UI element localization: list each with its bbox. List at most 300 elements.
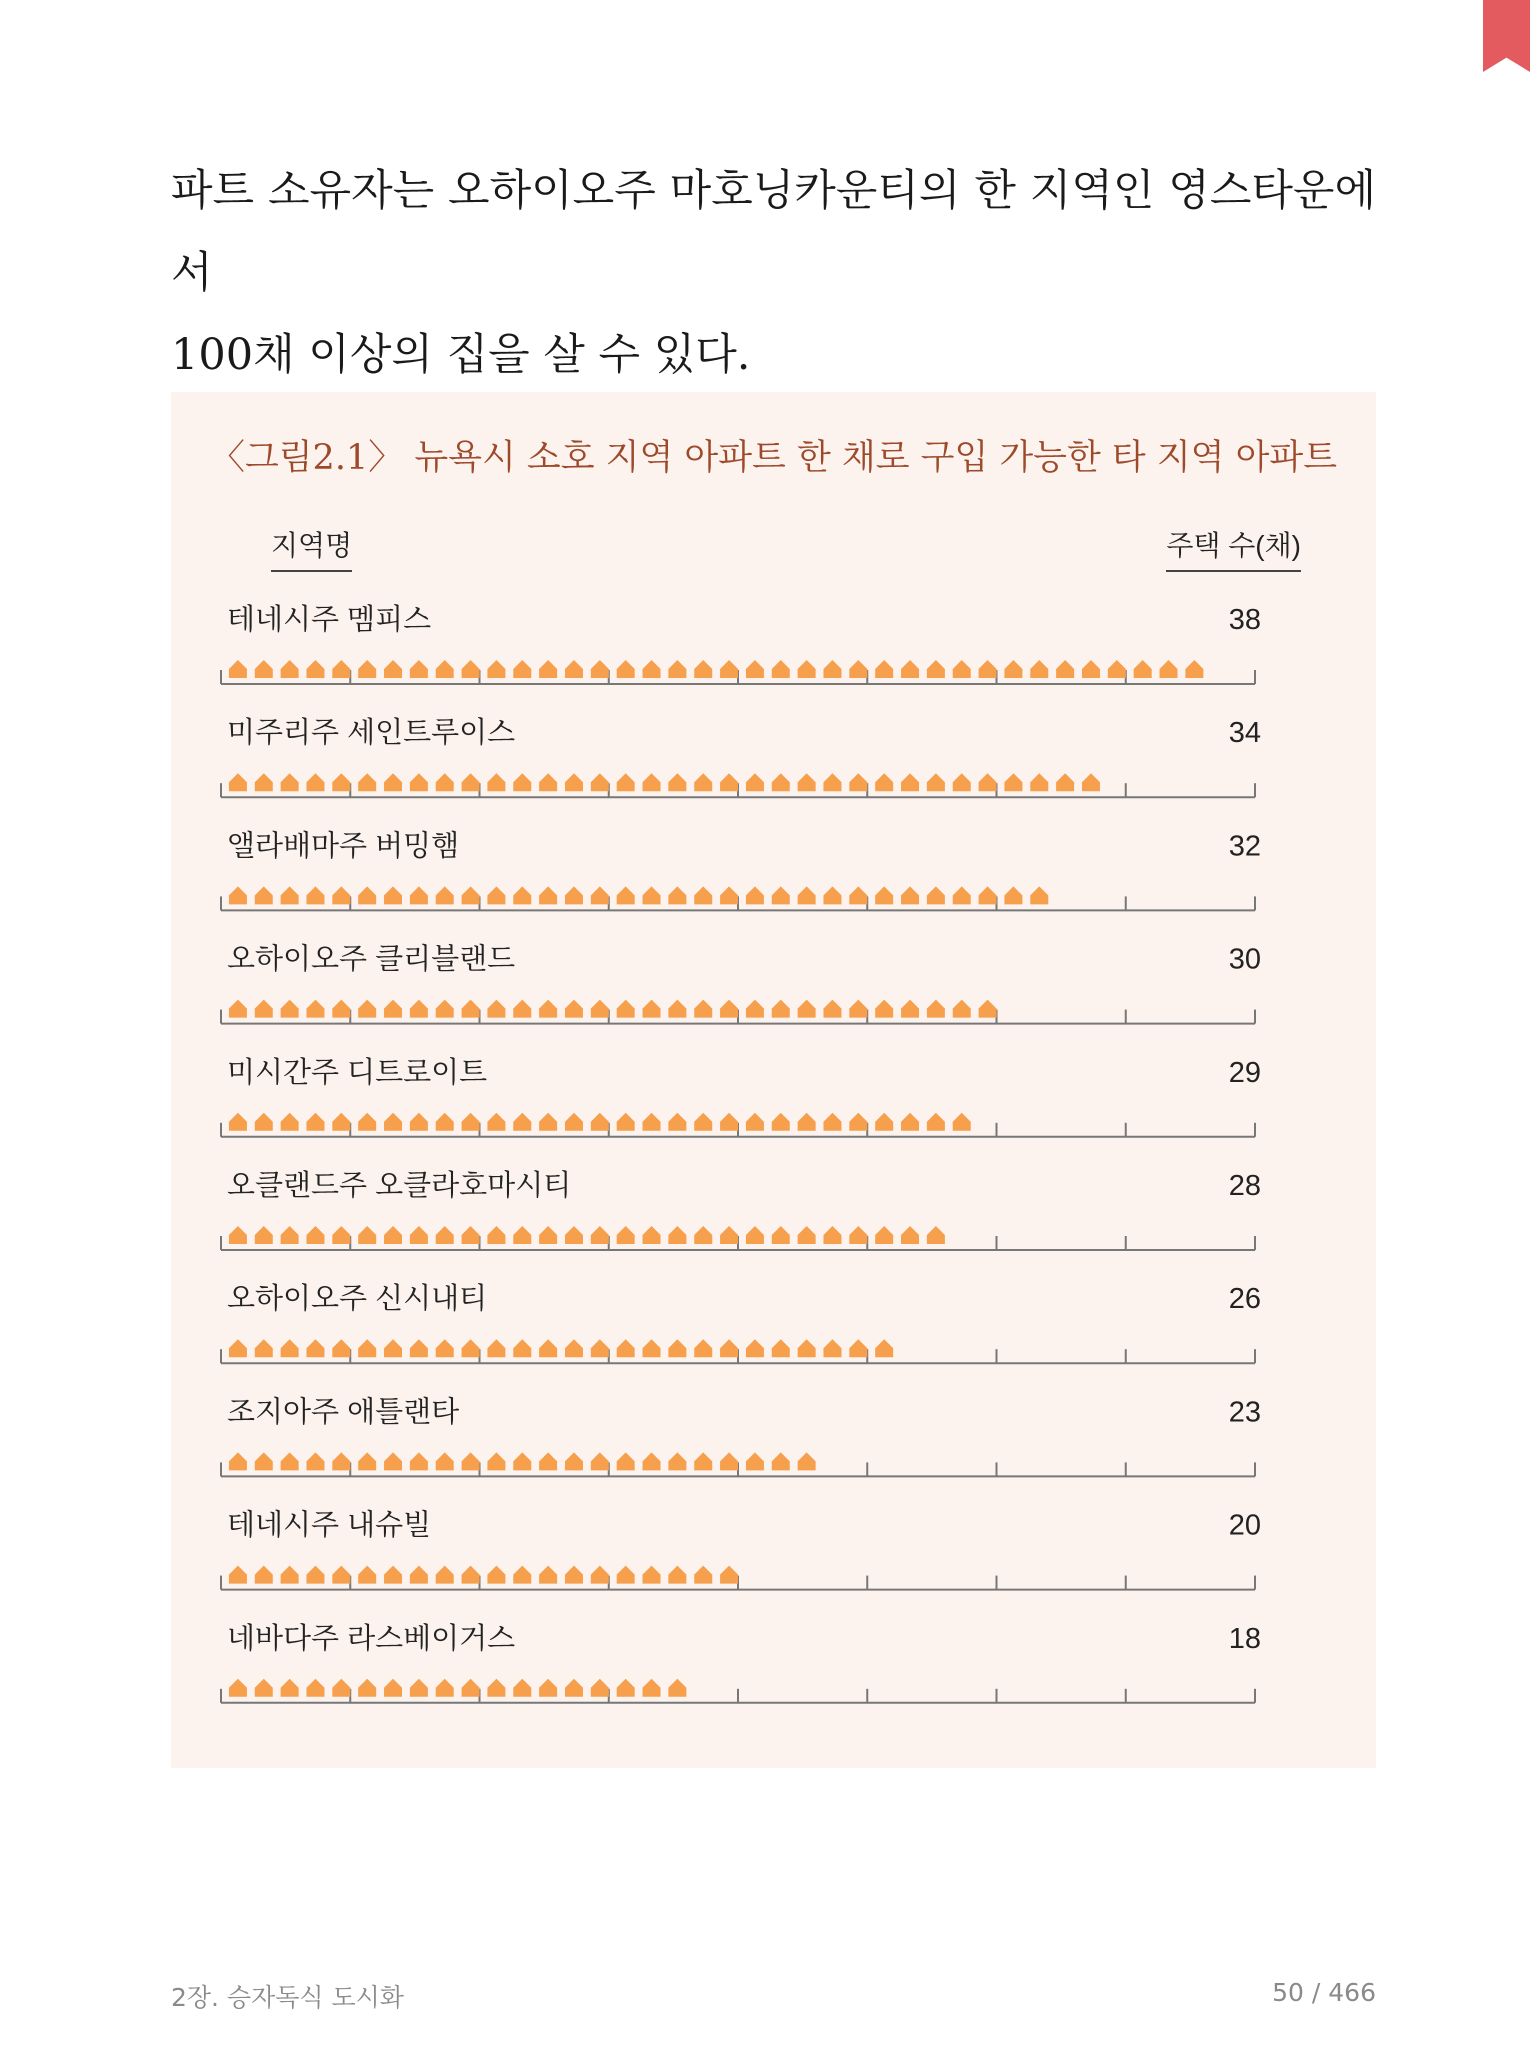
row-label: 미주리주 세인트루이스: [227, 717, 516, 750]
house-icon: [462, 773, 480, 791]
house-icon: [746, 1226, 764, 1244]
house-icon: [436, 1339, 454, 1357]
house-icon: [306, 1679, 324, 1697]
house-icon: [720, 1000, 738, 1018]
house-icon: [513, 1339, 531, 1357]
house-icon: [668, 1452, 686, 1470]
house-icon: [772, 886, 790, 904]
house-icon: [798, 886, 816, 904]
footer-page-number: 50 / 466: [1272, 1978, 1376, 2007]
house-icon: [384, 773, 402, 791]
house-icon: [565, 1566, 583, 1584]
house-icon: [746, 886, 764, 904]
row-label: 오클랜드주 오클라호마시티: [227, 1170, 572, 1202]
house-icon: [1004, 773, 1022, 791]
house-icon: [720, 1226, 738, 1244]
house-icon: [436, 1566, 454, 1584]
house-icon: [565, 1000, 583, 1018]
house-icon: [281, 1452, 299, 1470]
house-icon: [384, 886, 402, 904]
house-icon: [513, 1000, 531, 1018]
house-icon: [591, 660, 609, 678]
house-icon: [694, 1566, 712, 1584]
house-icon: [281, 660, 299, 678]
house-icon: [694, 1113, 712, 1131]
house-icon: [281, 886, 299, 904]
chart-row: [221, 829, 1261, 910]
house-icon: [591, 1113, 609, 1131]
house-icon: [901, 1113, 919, 1131]
house-icon: [668, 1113, 686, 1131]
house-icon: [1056, 773, 1074, 791]
house-icon: [306, 1000, 324, 1018]
chart-row: [221, 1622, 1261, 1703]
row-value-label: 32: [1228, 830, 1261, 863]
house-icon: [565, 1226, 583, 1244]
house-icon: [979, 660, 997, 678]
house-icon: [539, 1000, 557, 1018]
house-icon: [281, 1339, 299, 1357]
house-icon: [617, 1113, 635, 1131]
house-icon: [617, 660, 635, 678]
house-icon: [823, 1113, 841, 1131]
house-icon: [720, 1566, 738, 1584]
house-icon: [720, 660, 738, 678]
house-icon: [875, 1339, 893, 1357]
house-icon: [668, 660, 686, 678]
row-label: 네바다주 라스베이거스: [227, 1622, 516, 1655]
house-icon: [462, 660, 480, 678]
house-icon: [927, 773, 945, 791]
house-icon: [720, 1452, 738, 1470]
house-icon: [901, 1226, 919, 1244]
house-icon: [849, 660, 867, 678]
house-icon: [487, 1000, 505, 1018]
house-icon: [539, 1566, 557, 1584]
house-icon: [1108, 660, 1126, 678]
house-icon: [565, 1679, 583, 1697]
house-icon: [487, 1113, 505, 1131]
chart-row: [221, 1395, 1261, 1476]
house-icon: [798, 660, 816, 678]
house-icon: [513, 1566, 531, 1584]
house-icon: [643, 1113, 661, 1131]
house-icon: [823, 1226, 841, 1244]
house-icon: [591, 1339, 609, 1357]
house-icon: [229, 1679, 247, 1697]
house-icon: [332, 1339, 350, 1357]
house-icon: [513, 1226, 531, 1244]
house-icon: [979, 1000, 997, 1018]
house-icon: [617, 1679, 635, 1697]
house-icon: [513, 1679, 531, 1697]
house-icon: [255, 773, 273, 791]
house-icon: [953, 773, 971, 791]
house-icon: [823, 886, 841, 904]
house-icon: [410, 1339, 428, 1357]
figure-title: 〈그림2.1〉 뉴욕시 소호 지역 아파트 한 채로 구입 가능한 타 지역 아파트: [209, 438, 1338, 478]
house-icon: [694, 1000, 712, 1018]
house-icon: [565, 660, 583, 678]
house-icon: [668, 1226, 686, 1244]
house-icon: [462, 1679, 480, 1697]
house-icon: [255, 886, 273, 904]
house-icon: [643, 660, 661, 678]
house-icon: [306, 1226, 324, 1244]
row-label: 테네시주 멤피스: [227, 604, 432, 636]
house-icon: [927, 1226, 945, 1244]
house-icon: [539, 1339, 557, 1357]
house-icon: [720, 773, 738, 791]
house-icon: [255, 1679, 273, 1697]
house-icon: [643, 1226, 661, 1244]
house-icon: [617, 1000, 635, 1018]
house-icon: [565, 886, 583, 904]
house-icon: [849, 773, 867, 791]
row-value-label: 23: [1228, 1396, 1261, 1429]
house-icon: [643, 886, 661, 904]
house-icon: [229, 1339, 247, 1357]
house-icon: [1160, 660, 1178, 678]
house-icon: [1004, 660, 1022, 678]
house-icon: [487, 1452, 505, 1470]
house-icon: [953, 886, 971, 904]
house-icon: [332, 1679, 350, 1697]
house-icon: [255, 1452, 273, 1470]
chart-row: [221, 943, 1261, 1024]
house-icon: [306, 773, 324, 791]
house-icon: [772, 1226, 790, 1244]
house-icon: [410, 886, 428, 904]
house-icon: [798, 1452, 816, 1470]
house-icon: [901, 660, 919, 678]
house-icon: [953, 1000, 971, 1018]
house-icon: [436, 1226, 454, 1244]
house-icon: [487, 1339, 505, 1357]
house-icon: [487, 773, 505, 791]
house-icon: [591, 1566, 609, 1584]
house-icon: [487, 1226, 505, 1244]
house-icon: [229, 1000, 247, 1018]
house-icon: [384, 1452, 402, 1470]
house-icon: [306, 1113, 324, 1131]
house-icon: [384, 1566, 402, 1584]
house-icon: [617, 1226, 635, 1244]
footer-chapter: 2장. 승자독식 도시화: [171, 1983, 404, 2012]
row-label: 조지아주 애틀랜타: [227, 1396, 460, 1429]
house-icon: [798, 1226, 816, 1244]
house-icon: [798, 1113, 816, 1131]
house-icon: [591, 1000, 609, 1018]
house-icon: [462, 886, 480, 904]
house-icon: [410, 773, 428, 791]
house-icon: [487, 1679, 505, 1697]
row-label: 오하이오주 클리블랜드: [227, 943, 516, 976]
house-icon: [255, 660, 273, 678]
house-icon: [1030, 886, 1048, 904]
house-icon: [358, 660, 376, 678]
house-icon: [875, 1000, 893, 1018]
house-icon: [668, 1679, 686, 1697]
house-icon: [694, 1339, 712, 1357]
house-icon: [617, 886, 635, 904]
house-icon: [979, 773, 997, 791]
house-icon: [462, 1452, 480, 1470]
pictogram-chart: [171, 392, 1376, 1768]
header-region-name: 지역명: [271, 524, 352, 572]
house-icon: [410, 660, 428, 678]
row-value-label: 26: [1228, 1283, 1261, 1316]
house-icon: [823, 773, 841, 791]
house-icon: [462, 1226, 480, 1244]
chart-row: [221, 716, 1261, 797]
house-icon: [849, 1000, 867, 1018]
house-icon: [436, 773, 454, 791]
house-icon: [565, 1113, 583, 1131]
house-icon: [358, 1566, 376, 1584]
house-icon: [591, 1679, 609, 1697]
chart-row: [221, 1509, 1261, 1590]
house-icon: [772, 773, 790, 791]
house-icon: [539, 660, 557, 678]
house-icon: [410, 1113, 428, 1131]
house-icon: [849, 1113, 867, 1131]
house-icon: [462, 1339, 480, 1357]
house-icon: [539, 886, 557, 904]
house-icon: [772, 1339, 790, 1357]
house-icon: [591, 773, 609, 791]
house-icon: [281, 1679, 299, 1697]
house-icon: [668, 1339, 686, 1357]
house-icon: [875, 773, 893, 791]
house-icon: [332, 1000, 350, 1018]
house-icon: [358, 1226, 376, 1244]
row-label: 테네시주 내슈빌: [227, 1509, 432, 1542]
house-icon: [565, 773, 583, 791]
house-icon: [694, 660, 712, 678]
house-icon: [668, 886, 686, 904]
house-icon: [410, 1226, 428, 1244]
house-icon: [798, 773, 816, 791]
house-icon: [746, 1339, 764, 1357]
chart-row: [221, 1169, 1261, 1250]
house-icon: [772, 1000, 790, 1018]
house-icon: [798, 1000, 816, 1018]
row-value-label: 30: [1228, 943, 1261, 976]
house-icon: [436, 1452, 454, 1470]
house-icon: [358, 1452, 376, 1470]
house-icon: [513, 773, 531, 791]
house-icon: [281, 1113, 299, 1131]
house-icon: [410, 1452, 428, 1470]
house-icon: [798, 1339, 816, 1357]
house-icon: [255, 1339, 273, 1357]
house-icon: [565, 1452, 583, 1470]
house-icon: [229, 886, 247, 904]
house-icon: [643, 1339, 661, 1357]
house-icon: [643, 1566, 661, 1584]
house-icon: [694, 886, 712, 904]
house-icon: [539, 1113, 557, 1131]
house-icon: [384, 1339, 402, 1357]
house-icon: [255, 1566, 273, 1584]
house-icon: [281, 1226, 299, 1244]
house-icon: [643, 1679, 661, 1697]
house-icon: [513, 886, 531, 904]
house-icon: [927, 886, 945, 904]
house-icon: [694, 1226, 712, 1244]
house-icon: [229, 773, 247, 791]
house-icon: [306, 886, 324, 904]
house-icon: [875, 1226, 893, 1244]
house-icon: [643, 1452, 661, 1470]
house-icon: [668, 773, 686, 791]
house-icon: [720, 1339, 738, 1357]
house-icon: [849, 1339, 867, 1357]
house-icon: [591, 1452, 609, 1470]
house-icon: [332, 773, 350, 791]
house-icon: [746, 1452, 764, 1470]
house-icon: [617, 1452, 635, 1470]
bookmark-icon[interactable]: [1483, 0, 1530, 72]
house-icon: [513, 1113, 531, 1131]
house-icon: [591, 886, 609, 904]
house-icon: [332, 660, 350, 678]
row-value-label: 18: [1228, 1622, 1261, 1655]
house-icon: [643, 1000, 661, 1018]
house-icon: [953, 1113, 971, 1131]
house-icon: [332, 1452, 350, 1470]
house-icon: [539, 773, 557, 791]
house-icon: [694, 773, 712, 791]
house-icon: [720, 1113, 738, 1131]
house-icon: [384, 1113, 402, 1131]
house-icon: [565, 1339, 583, 1357]
house-icon: [436, 1679, 454, 1697]
house-icon: [539, 1679, 557, 1697]
house-icon: [462, 1566, 480, 1584]
house-icon: [281, 1000, 299, 1018]
house-icon: [358, 1679, 376, 1697]
house-icon: [1134, 660, 1152, 678]
house-icon: [927, 1000, 945, 1018]
house-icon: [281, 1566, 299, 1584]
house-icon: [332, 886, 350, 904]
house-icon: [462, 1113, 480, 1131]
house-icon: [668, 1566, 686, 1584]
house-icon: [849, 1226, 867, 1244]
house-icon: [384, 1226, 402, 1244]
house-icon: [229, 1226, 247, 1244]
house-icon: [772, 660, 790, 678]
house-icon: [591, 1226, 609, 1244]
house-icon: [229, 1113, 247, 1131]
house-icon: [875, 886, 893, 904]
house-icon: [746, 1000, 764, 1018]
row-label: 앨라배마주 버밍햄: [227, 830, 460, 863]
row-value-label: 20: [1228, 1509, 1261, 1542]
house-icon: [901, 773, 919, 791]
house-icon: [306, 660, 324, 678]
house-icon: [720, 886, 738, 904]
house-icon: [358, 1339, 376, 1357]
intro-line-1: 파트 소유자는 오하이오주 마호닝카운티의 한 지역인 영스타운에서: [171, 166, 1376, 298]
house-icon: [953, 660, 971, 678]
row-value-label: 29: [1228, 1056, 1261, 1089]
house-icon: [927, 660, 945, 678]
house-icon: [513, 660, 531, 678]
house-icon: [487, 886, 505, 904]
house-icon: [229, 1566, 247, 1584]
house-icon: [772, 1113, 790, 1131]
house-icon: [358, 1000, 376, 1018]
house-icon: [255, 1113, 273, 1131]
chart-row: [221, 603, 1261, 684]
house-icon: [746, 773, 764, 791]
house-icon: [306, 1566, 324, 1584]
house-icon: [875, 1113, 893, 1131]
intro-paragraph: [171, 150, 1376, 396]
row-value-label: 34: [1228, 717, 1261, 750]
house-icon: [901, 1000, 919, 1018]
house-icon: [410, 1679, 428, 1697]
house-icon: [746, 1113, 764, 1131]
house-icon: [1030, 660, 1048, 678]
house-icon: [1056, 660, 1074, 678]
house-icon: [306, 1339, 324, 1357]
house-icon: [410, 1000, 428, 1018]
house-icon: [617, 773, 635, 791]
house-icon: [410, 1566, 428, 1584]
house-icon: [462, 1000, 480, 1018]
house-icon: [772, 1452, 790, 1470]
house-icon: [617, 1566, 635, 1584]
house-icon: [229, 660, 247, 678]
house-icon: [436, 886, 454, 904]
house-icon: [436, 1113, 454, 1131]
figure-panel: [171, 392, 1376, 1768]
house-icon: [255, 1000, 273, 1018]
row-value-label: 28: [1228, 1170, 1261, 1202]
house-icon: [436, 660, 454, 678]
house-icon: [927, 1113, 945, 1131]
house-icon: [513, 1452, 531, 1470]
house-icon: [358, 886, 376, 904]
house-icon: [306, 1452, 324, 1470]
house-icon: [487, 1566, 505, 1584]
house-icon: [979, 886, 997, 904]
house-icon: [281, 773, 299, 791]
house-icon: [823, 1339, 841, 1357]
house-icon: [668, 1000, 686, 1018]
house-icon: [694, 1452, 712, 1470]
house-icon: [849, 886, 867, 904]
house-icon: [436, 1000, 454, 1018]
house-icon: [1185, 660, 1203, 678]
house-icon: [384, 1679, 402, 1697]
row-label: 오하이오주 신시내티: [227, 1283, 488, 1316]
house-icon: [1082, 773, 1100, 791]
house-icon: [229, 1452, 247, 1470]
house-icon: [332, 1226, 350, 1244]
house-icon: [875, 660, 893, 678]
house-icon: [332, 1113, 350, 1131]
chart-row: [221, 1282, 1261, 1363]
house-icon: [643, 773, 661, 791]
house-icon: [487, 660, 505, 678]
house-icon: [617, 1339, 635, 1357]
header-house-count: 주택 수(채): [1166, 524, 1301, 572]
